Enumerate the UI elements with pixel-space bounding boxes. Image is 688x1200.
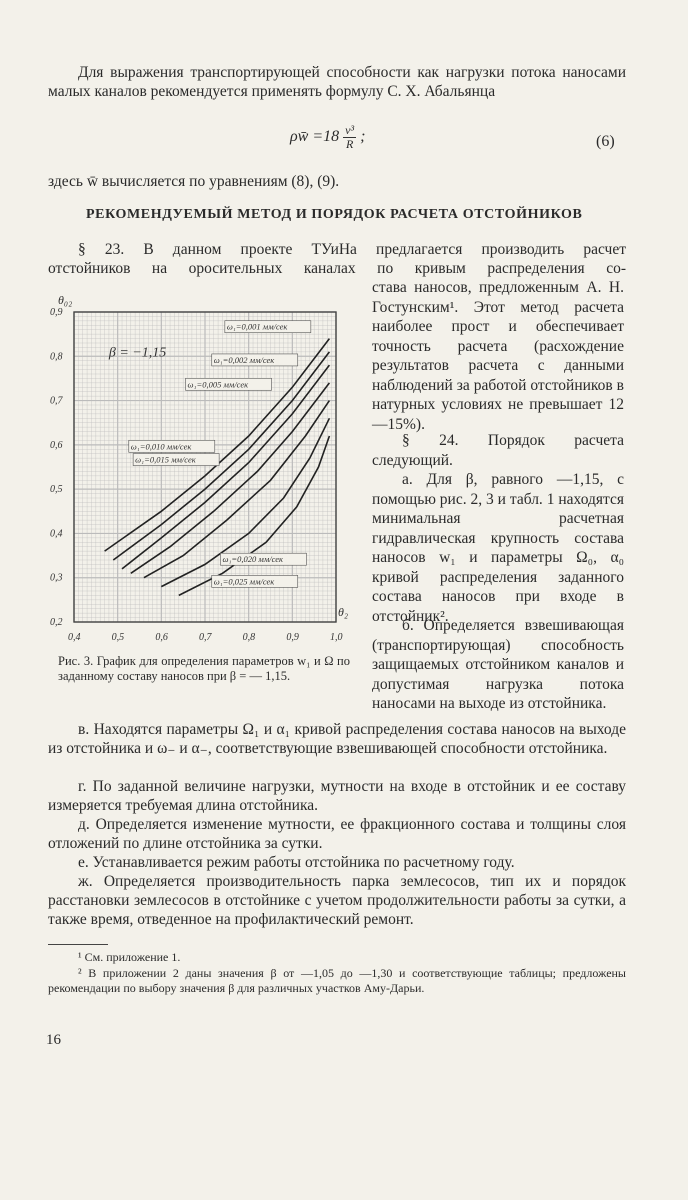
item-g-paragraph: г. По заданной величине нагрузки, мутности на входе в отстойник и ее составу измеряется требуемая длина отстойника. xyxy=(48,778,626,814)
curve-label: ω₁=0,025 мм/сек xyxy=(213,576,275,587)
beta-label: β = −1,15 xyxy=(108,345,167,361)
curve-label: ω₁=0,015 мм/сек xyxy=(135,454,196,465)
curve-label: ω₁=0,002 мм/сек xyxy=(213,354,275,365)
item-v-paragraph: в. Находятся параметры Ω₁ и α₁ кривой распределения состава наносов на выходе из отстойника и ω₋ и α₋, соответствующие взвешивающей способности отстойника. xyxy=(48,721,626,757)
item-e-paragraph: е. Устанавливается режим работы отстойника по расчетному году. xyxy=(78,854,515,871)
item-a-paragraph: а. Для β, равного —1,15, с помощью рис. 2, 3 и табл. 1 находятся минимальная расчетная гидравлическая крупность состава наносов w₁ и параметры Ω₀, α₀ кривой распределения заданного состава наносов при входе в отстойник². xyxy=(372,471,624,625)
y-axis-label: θ₀₂ xyxy=(58,293,73,307)
formula-tail: ; xyxy=(360,128,366,146)
curve-label: ω₁=0,020 мм/сек xyxy=(222,554,284,565)
s24-paragraph: § 24. Порядок расчета следующий. xyxy=(372,432,624,469)
x-tick-label: 0,4 xyxy=(68,632,81,643)
curve-label: ω₁=0,001 мм/сек xyxy=(226,321,288,332)
footnote-1: ¹ См. приложение 1. xyxy=(78,950,181,964)
formula-number: (6) xyxy=(596,133,615,150)
y-tick-label: 0,6 xyxy=(50,439,63,451)
footnote-2: ² В приложении 2 даны значения β от —1,05 до —1,30 и соответствующие таблицы; предложены рекомендации по выбору значения β для различных участков Аму-Дарьи. xyxy=(48,966,626,995)
figure-caption: Рис. 3. График для определения параметров w₁ и Ω по заданному составу наносов при β = — 1,15. xyxy=(58,654,350,683)
s23-line1: § 23. В данном проекте ТУиНа предлагается производить расчет xyxy=(78,241,626,258)
formula-6 xyxy=(290,124,365,151)
x-tick-label: 0,8 xyxy=(242,632,256,643)
item-b-paragraph: б. Определяется взвешивающая (транспортирующая) способность защищаемых отстойником каналов и допустимая нагрузка потока наносами на выходе из отстойника. xyxy=(372,617,624,712)
x-tick-label: 0,7 xyxy=(199,632,212,643)
y-tick-label: 0,5 xyxy=(50,484,63,496)
intro-paragraph: Для выражения транспортирующей способности как нагрузки потока наносами малых каналов рекомендуется применять формулу С. Х. Абальянца xyxy=(48,64,626,100)
x-tick-label: 0,5 xyxy=(111,632,125,643)
y-tick-label: 0,8 xyxy=(50,351,63,363)
y-tick-label: 0,7 xyxy=(50,395,63,407)
x-tick-label: 0,9 xyxy=(286,632,299,643)
x-axis-label: θ₂ xyxy=(338,605,349,619)
s23-line2: отстойников на оросительных каналах по кривым распределения со- xyxy=(48,260,626,277)
section-heading: РЕКОМЕНДУЕМЫЙ МЕТОД И ПОРЯДОК РАСЧЕТА ОТСТОЙНИКОВ xyxy=(86,207,583,222)
s23-continuation: става наносов, предложенным А. Н. Гостунским¹. Этот метод расчета наиболее прост и обеспечивает точность расчета (расхождение результатов расчета с данными наблюдений за работой отстойников в натурных условиях не превышает 12—15%). xyxy=(372,279,624,433)
y-tick-label: 0,2 xyxy=(50,617,63,628)
formula-numerator: v³ xyxy=(345,123,355,137)
y-tick-label: 0,4 xyxy=(50,528,63,540)
chart-figure-3 xyxy=(44,286,354,646)
formula-denominator: R xyxy=(345,137,354,151)
item-zh-paragraph: ж. Определяется производительность парка землесосов, тип их и порядок расстановки землесосов в отстойнике с учетом продолжительности работы за сутки, а также время, отведенное на профилактический ремонт. xyxy=(48,873,626,928)
y-tick-label: 0,9 xyxy=(50,307,63,318)
item-d-paragraph: д. Определяется изменение мутности, ее фракционного состава и толщины слоя отложений по длине отстойника за сутки. xyxy=(48,816,626,852)
y-tick-label: 0,3 xyxy=(50,572,63,584)
page-number: 16 xyxy=(46,1032,61,1048)
formula-fraction xyxy=(343,124,356,151)
x-tick-label: 0,6 xyxy=(155,632,168,643)
footnote-rule xyxy=(48,944,108,945)
formula-lhs: ρw̄ =18 xyxy=(290,128,340,146)
curve-label: ω₁=0,010 мм/сек xyxy=(130,441,192,452)
curve-label: ω₁=0,005 мм/сек xyxy=(187,379,249,390)
curve-c4 xyxy=(131,383,330,573)
after-formula-text: здесь w̄ вычисляется по уравнениям (8), (9). xyxy=(48,173,340,190)
x-tick-label: 1,0 xyxy=(330,632,343,643)
